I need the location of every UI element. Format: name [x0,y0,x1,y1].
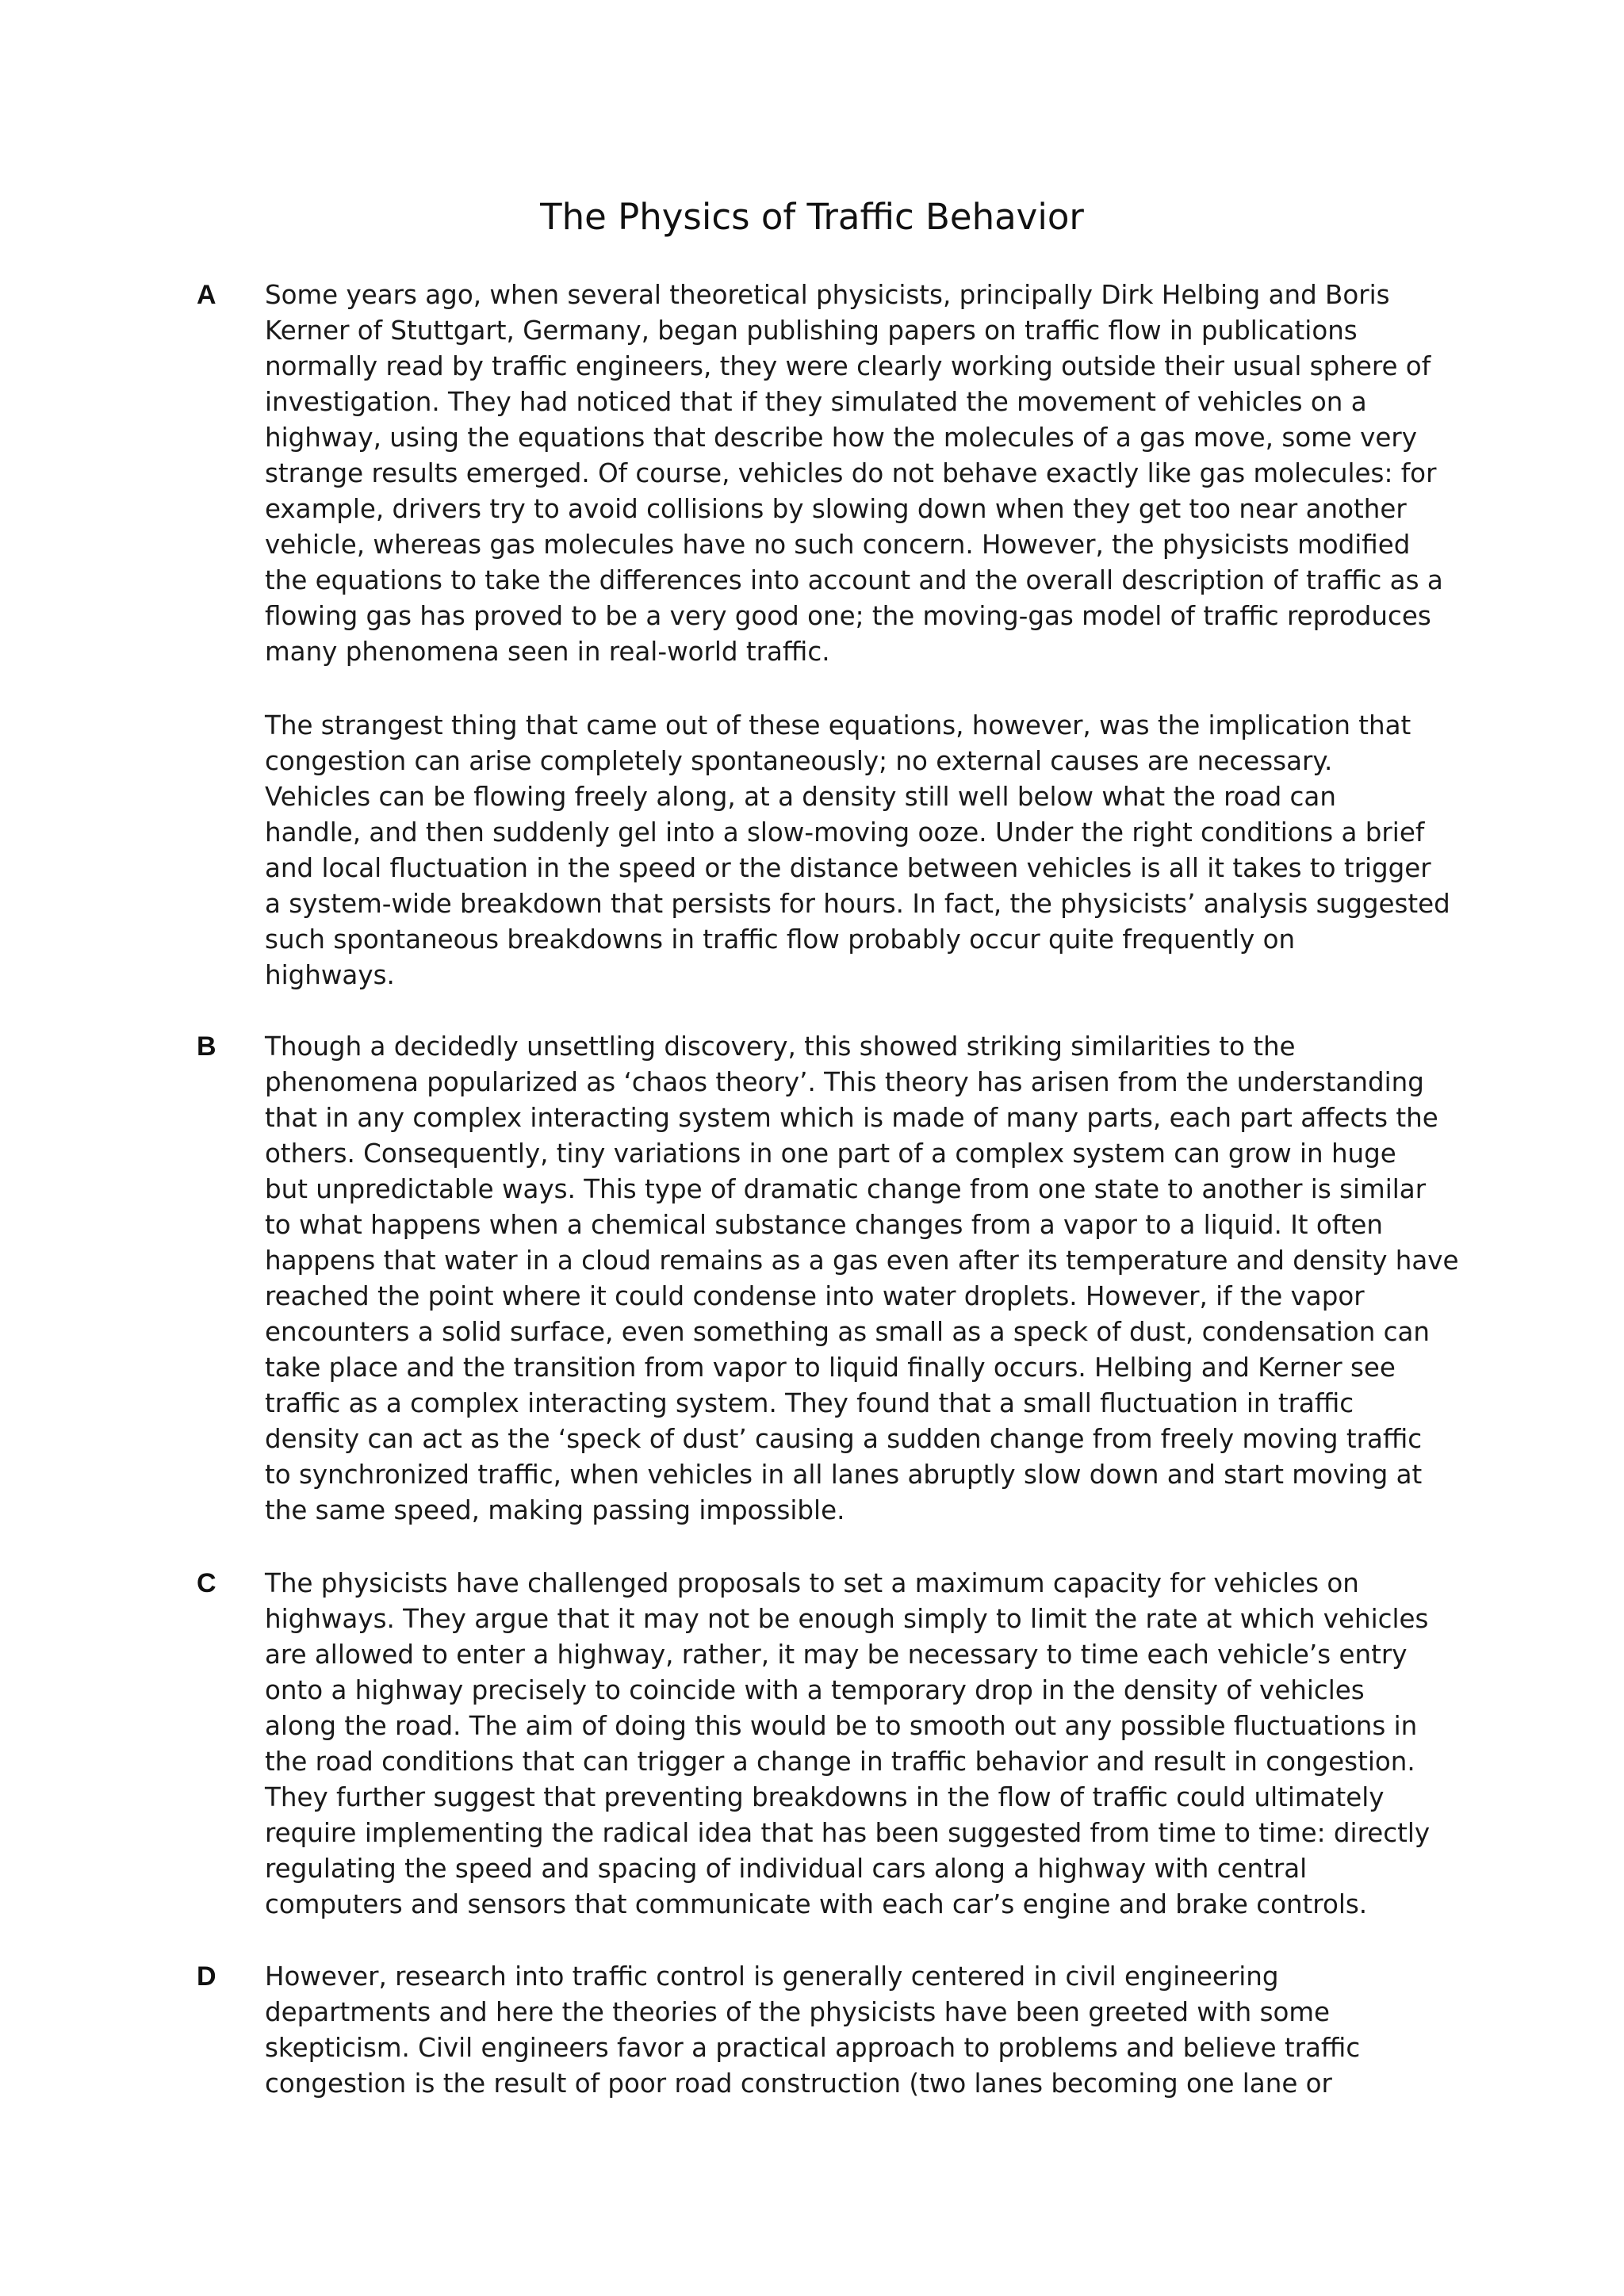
text-line: handle, and then suddenly gel into a slow-moving ooze. Under the right conditions a brief [265,817,1425,848]
text-line: Some years ago, when several theoretical physicists, principally Dirk Helbing and Boris [265,280,1390,310]
text-line: normally read by traffic engineers, they were clearly working outside their usual sphere of [265,351,1431,381]
text-line: The physicists have challenged proposals to set a maximum capacity for vehicles on [265,1568,1359,1598]
section-letter: A [197,280,216,310]
text-line: strange results emerged. Of course, vehicles do not behave exactly like gas molecules: for [265,458,1437,488]
text-line: flowing gas has proved to be a very good one; the moving-gas model of traffic reproduces [265,601,1431,631]
text-line: traffic as a complex interacting system. They found that a small fluctuation in traffic [265,1388,1354,1418]
text-line: They further suggest that preventing breakdowns in the flow of traffic could ultimately [265,1782,1385,1812]
section-letter: D [197,1961,216,1992]
text-line: require implementing the radical idea that has been suggested from time to time: directly [265,1818,1431,1848]
document-title: The Physics of Traffic Behavior [540,196,1084,238]
text-line: reached the point where it could condense into water droplets. However, if the vapor [265,1281,1365,1311]
text-line: many phenomena seen in real-world traffic. [265,637,830,667]
text-line: Kerner of Stuttgart, Germany, began publishing papers on traffic flow in publications [265,316,1358,346]
text-line: a system-wide breakdown that persists for hours. In fact, the physicists’ analysis suggested [265,889,1450,919]
text-line: highway, using the equations that describe how the molecules of a gas move, some very [265,423,1417,453]
section-letter: B [197,1031,216,1062]
text-line: happens that water in a cloud remains as a gas even after its temperature and density have [265,1246,1459,1276]
text-line: the road conditions that can trigger a change in traffic behavior and result in congestion. [265,1747,1415,1777]
text-line: Vehicles can be flowing freely along, at a density still well below what the road can [265,782,1336,812]
text-line: regulating the speed and spacing of individual cars along a highway with central [265,1854,1308,1884]
text-line: However, research into traffic control is generally centered in civil engineering [265,1961,1279,1992]
paragraph [265,1959,1446,2102]
text-line: example, drivers try to avoid collisions by slowing down when they get too near another [265,494,1407,524]
text-line: are allowed to enter a highway, rather, it may be necessary to time each vehicle’s entry [265,1640,1408,1670]
text-line: highways. They argue that it may not be enough simply to limit the rate at which vehicles [265,1604,1429,1634]
text-line: highways. [265,960,395,990]
text-line: The strangest thing that came out of these equations, however, was the implication that [265,710,1411,740]
text-line: computers and sensors that communicate with each car’s engine and brake controls. [265,1889,1368,1919]
text-line: the equations to take the differences into account and the overall description of traffic as a [265,565,1443,595]
text-line: others. Consequently, tiny variations in one part of a complex system can grow in huge [265,1138,1396,1169]
text-line: to what happens when a chemical substance changes from a vapor to a liquid. It often [265,1210,1383,1240]
text-line: that in any complex interacting system which is made of many parts, each part affects the [265,1103,1438,1133]
text-line: departments and here the theories of the physicists have been greeted with some [265,1997,1331,2027]
text-line: vehicle, whereas gas molecules have no such concern. However, the physicists modified [265,530,1411,560]
paragraph [265,708,1450,993]
text-line: along the road. The aim of doing this would be to smooth out any possible fluctuations in [265,1711,1418,1741]
text-line: and local fluctuation in the speed or the distance between vehicles is all it takes to trigger [265,853,1431,883]
section-letter: C [197,1568,216,1598]
text-line: skepticism. Civil engineers favor a practical approach to problems and believe traffic [265,2033,1361,2063]
text-line: encounters a solid surface, even something as small as a speck of dust, condensation can [265,1317,1431,1347]
paragraph [265,1566,1446,1923]
text-line: the same speed, making passing impossible. [265,1495,845,1525]
text-line: to synchronized traffic, when vehicles in all lanes abruptly slow down and start moving at [265,1460,1423,1490]
text-line: such spontaneous breakdowns in traffic flow probably occur quite frequently on [265,924,1296,955]
text-line: congestion is the result of poor road construction (two lanes becoming one lane or [265,2068,1332,2099]
text-line: density can act as the ‘speck of dust’ causing a sudden change from freely moving traffic [265,1424,1423,1454]
text-line: take place and the transition from vapor to liquid finally occurs. Helbing and Kerner see [265,1353,1396,1383]
text-line: onto a highway precisely to coincide with a temporary drop in the density of vehicles [265,1675,1365,1705]
paragraph [265,277,1446,670]
text-line: Though a decidedly unsettling discovery, this showed striking similarities to the [265,1031,1296,1062]
paragraph [265,1029,1459,1529]
text-line: congestion can arise completely spontaneously; no external causes are necessary. [265,746,1333,776]
text-line: investigation. They had noticed that if they simulated the movement of vehicles on a [265,387,1367,417]
text-line: but unpredictable ways. This type of dramatic change from one state to another is similar [265,1174,1427,1204]
text-line: phenomena popularized as ‘chaos theory’. This theory has arisen from the understanding [265,1067,1424,1097]
